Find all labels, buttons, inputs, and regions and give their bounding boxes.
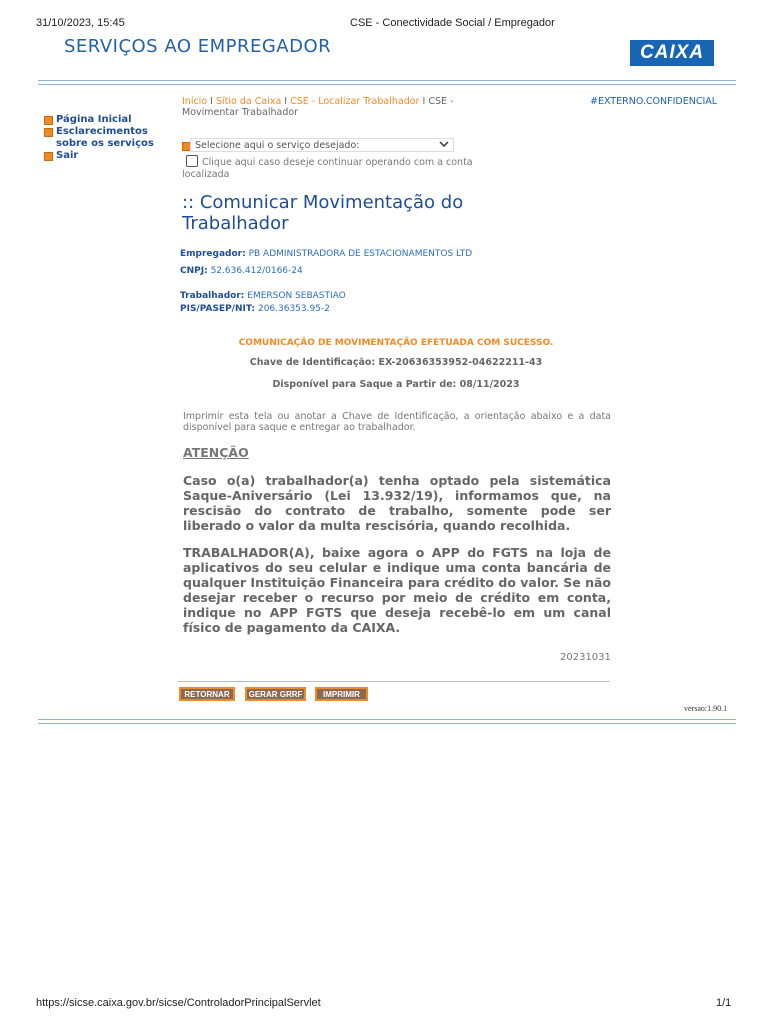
breadcrumb-localizar[interactable]: CSE - Localizar Trabalhador: [290, 96, 420, 107]
breadcrumb-inicio[interactable]: Início: [182, 96, 208, 107]
empregador-value: PB ADMINISTRADORA DE ESTACIONAMENTOS LTD: [248, 249, 473, 259]
orange-bullet-icon: [44, 116, 53, 125]
sidebar-item-label: Página Inicial: [56, 114, 132, 125]
continue-checkbox-label: Clique aqui caso deseje continuar operando com a conta localizada: [182, 157, 473, 180]
print-page-title: CSE - Conectividade Social / Empregador: [350, 17, 555, 29]
orange-bullet-icon: [44, 152, 53, 161]
chevron-down-icon: [439, 139, 449, 151]
date-code: 20231031: [560, 652, 611, 663]
success-message: COMUNICAÇÃO DE MOVIMENTAÇÃO EFETUADA COM SUCESSO.: [238, 338, 554, 348]
trabalhador-field: Trabalhador: EMERSON SEBASTIAO: [180, 291, 346, 301]
instrucao-text: Imprimir esta tela ou anotar a Chave de Identificação, a orientação abaixo e a data disponível para saque e entregar ao trabalhador.: [183, 411, 611, 433]
cnpj-field: CNPJ: 52.636.412/0166-24: [180, 266, 303, 276]
paragrafo-app-fgts: TRABALHADOR(A), baixe agora o APP do FGTS na loja de aplicativos do seu celular e indique uma conta bancária de qualquer Instituição Financeira para crédito do valor. Se não desejar receber o recurso por meio de crédito em conta, indique no APP FGTS que deseja recebê-lo em um canal físico de pagamento da CAIXA.: [183, 545, 611, 635]
empregador-field: Empregador: PB ADMINISTRADORA DE ESTACIONAMENTOS LTD: [180, 249, 473, 259]
imprimir-button[interactable]: IMPRIMIR: [315, 687, 368, 701]
page-title: SERVIÇOS AO EMPREGADOR: [64, 36, 332, 57]
pis-value: 206.36353.95-2: [257, 304, 330, 314]
sidebar-item-sair[interactable]: [44, 150, 156, 162]
data-disponivel: Disponível para Saque a Partir de: 08/11/2023: [272, 379, 520, 390]
version-label: versao:1.90.1: [684, 704, 728, 713]
print-datetime: 31/10/2023, 15:45: [36, 17, 125, 29]
footer-divider: [38, 719, 736, 724]
breadcrumb-current: CSE - Movimentar Trabalhador: [182, 96, 454, 118]
paragrafo-saque-aniversario: Caso o(a) trabalhador(a) tenha optado pela sistemática Saque-Aniversário (Lei 13.932/19), informamos que, na rescisão do contrato de trabalho, somente pode ser liberado o valor da multa rescisória, quando recolhida.: [183, 473, 611, 533]
atencao-heading: ATENÇÃO: [183, 445, 249, 460]
breadcrumb: Início I Sítio da Caixa I CSE - Localizar Trabalhador I CSE - Movimentar Trabalhador: [182, 96, 454, 118]
caixa-logo: CAIXA: [630, 40, 714, 66]
breadcrumb-sitio[interactable]: Sítio da Caixa: [215, 96, 282, 107]
sidebar: [44, 114, 156, 162]
orange-bullet-icon: [44, 128, 53, 137]
retornar-button[interactable]: RETORNAR: [179, 687, 235, 701]
cnpj-value: 52.636.412/0166-24: [210, 266, 303, 276]
gerar-grrf-button[interactable]: GERAR GRRF: [245, 687, 306, 701]
service-select[interactable]: Selecione aqui o serviço desejado:: [190, 138, 454, 152]
classification-label: #EXTERNO.CONFIDENCIAL: [590, 96, 718, 107]
content-divider: [178, 681, 610, 682]
print-url: https://sicse.caixa.gov.br/sicse/ControladorPrincipalServlet: [36, 997, 321, 1009]
chave-identificacao: Chave de Identificação: EX-20636353952-04622211-43: [249, 357, 543, 368]
pis-field: PIS/PASEP/NIT: 206.36353.95-2: [180, 304, 330, 314]
section-heading: :: Comunicar Movimentação do Trabalhador: [182, 192, 464, 234]
sidebar-item-label: Esclarecimentos sobre os serviços: [56, 126, 154, 149]
sidebar-item-esclarecimentos[interactable]: [44, 126, 156, 150]
header-divider: [38, 80, 736, 85]
sidebar-item-pagina-inicial[interactable]: [44, 114, 156, 126]
sidebar-item-label: Sair: [56, 150, 79, 161]
print-page-number: 1/1: [716, 997, 732, 1009]
trabalhador-value: EMERSON SEBASTIAO: [247, 291, 346, 301]
